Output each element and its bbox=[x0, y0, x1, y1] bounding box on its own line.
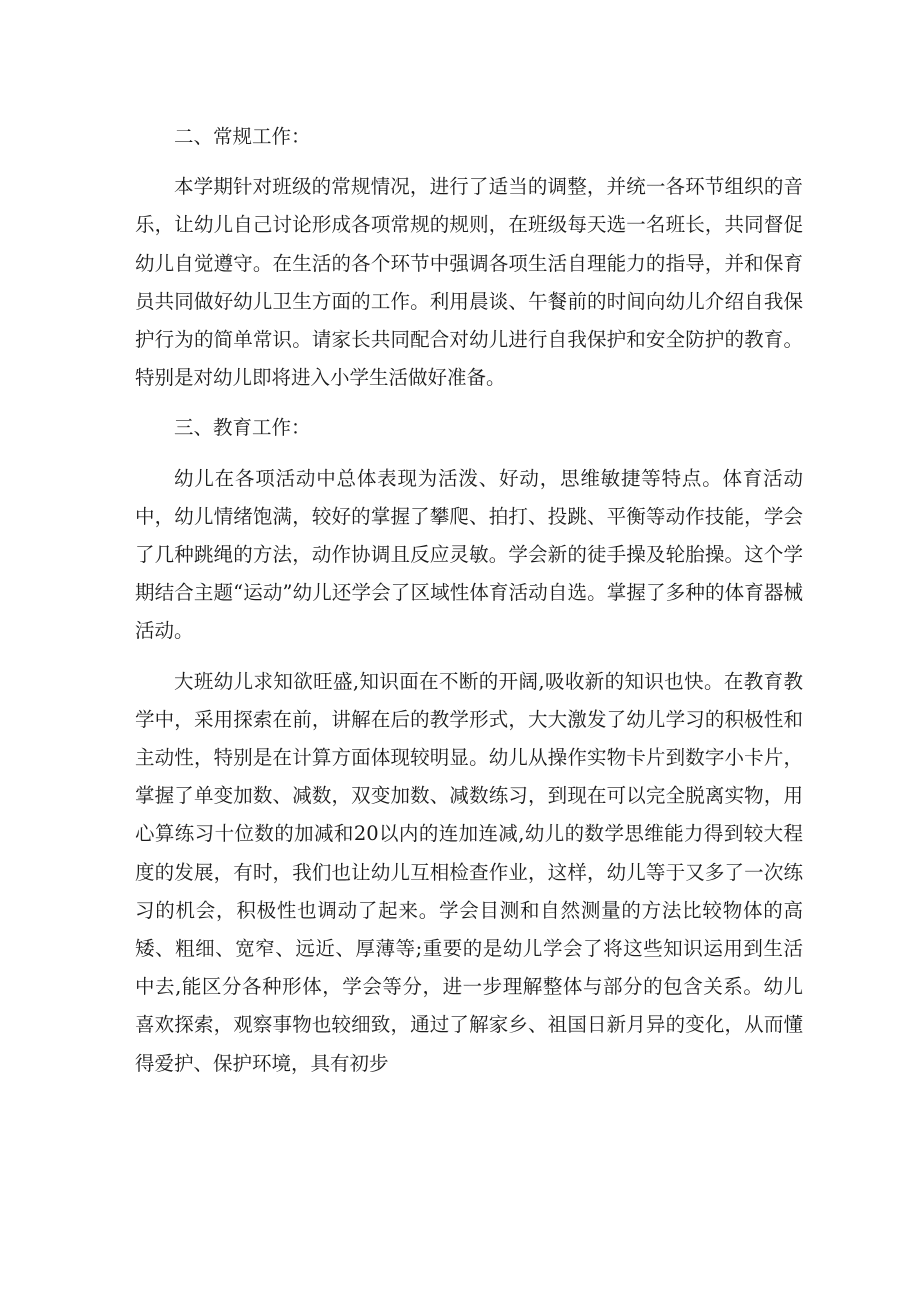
section-heading-routine: 二、常规工作： bbox=[174, 125, 311, 148]
document-body bbox=[135, 118, 803, 1095]
section-heading-education: 三、教育工作： bbox=[174, 416, 311, 440]
paragraph-education-activities: 幼儿在各项活动中总体表现为活泼、好动，思维敏捷等特点。体育活动中，幼儿情绪饱满，较好的掌握了攀爬、拍打、投跳、平衡等动作技能，学会了几种跳绳的方法，动作协调且反应灵敏。学会新的徒手操及轮胎操。这个学期结合主题“运动”幼儿还学会了区域性体育活动自选。掌握了多种的体育器械活动。 bbox=[135, 466, 803, 643]
paragraph-routine: 本学期针对班级的常规情况，进行了适当的调整，并统一各环节组织的音乐，让幼儿自己讨论形成各项常规的规则，在班级每天选一名班长，共同督促幼儿自觉遵守。在生活的各个环节中强调各项生活自理能力的指导，并和保育员共同做好幼儿卫生方面的工作。利用晨谈、午餐前的时间向幼儿介绍自我保护行为的简单常识。请家长共同配合对幼儿进行自我保护和安全防护的教育。特别是对幼儿即将进入小学生活做好准备。 bbox=[135, 175, 803, 390]
paragraph-education-learning: 大班幼儿求知欲旺盛,知识面在不断的开阔,吸收新的知识也快。在教育教学中，采用探索在前，讲解在后的教学形式，大大激发了幼儿学习的积极性和主动性，特别是在计算方面体现较明显。幼儿从操作实物卡片到数字小卡片，掌握了单变加数、减数，双变加数、减数练习，到现在可以完全脱离实物，用心算练习十位数的加减和20以内的连加连减,幼儿的数学思维能力得到较大程度的发展，有时，我们也让幼儿互相检查作业，这样，幼儿等于又多了一次练习的机会，积极性也调动了起来。学会目测和自然测量的方法比较物体的高矮、粗细、宽窄、远近、厚薄等;重要的是幼儿学会了将这些知识运用到生活中去,能区分各种形体，学会等分，进一步理解整体与部分的包含关系。幼儿喜欢探索，观察事物也较细致，通过了解家乡、祖国日新月异的变化，从而懂得爱护、保护环境，具有初步 bbox=[135, 669, 803, 1075]
